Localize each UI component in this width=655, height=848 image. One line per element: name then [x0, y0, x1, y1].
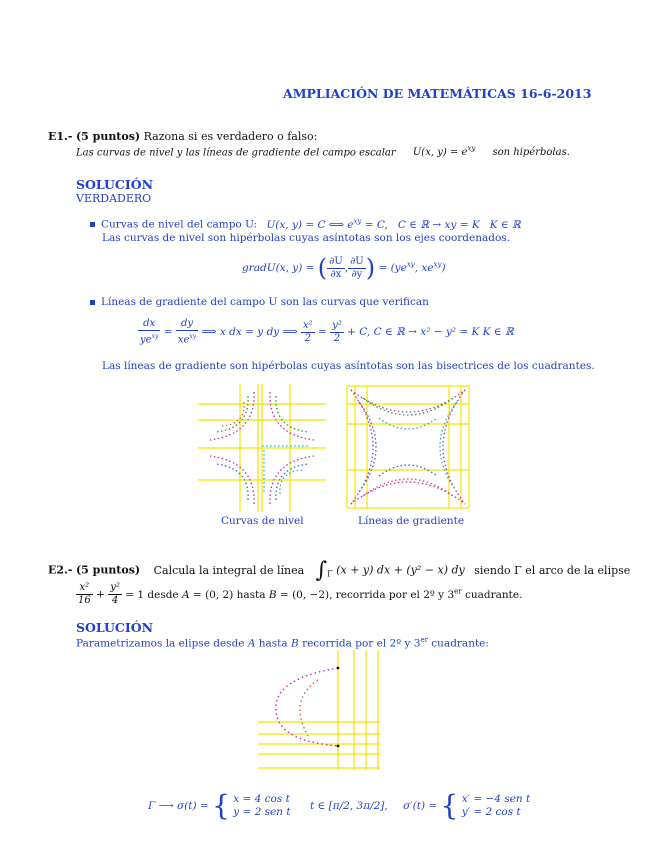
- e1-bullet1: [90, 217, 521, 231]
- e2-t-range: t ∈ [π/2, 3π/2],: [309, 800, 388, 812]
- e1-statement: Las curvas de nivel y las líneas de gradiente del campo escalar: [76, 147, 396, 159]
- caption-level-curves: Curvas de nivel: [221, 515, 304, 527]
- e2-y-eq: y = 2 sen t: [233, 806, 291, 818]
- e1-answer: VERDADERO: [76, 192, 152, 205]
- e1-bullet2: [90, 296, 429, 308]
- e1-ode: $\frac{dx}{ye^{xy}}$ = $\frac{dy}{xe^{xy}}$ ⟹ x dx = y dy ⟹ $\frac{\text{x²}}{2}$ = $\frac{\text{y²}}{2}$ + C, C ∈ ℝ → x² − y² = K K ∈ ℝ: [140, 318, 514, 346]
- e1-bullet1-text: Curvas de nivel del campo U:: [101, 218, 258, 231]
- e1-grad-formula: gradU(x, y) = ( $\frac{\partial U}{\partial x}$ , $\frac{\partial U}{\partial y}$ ) = ($ye^{xy}$, $xe^{xy}$): [242, 254, 446, 282]
- e2-dx-eq: x′ = −4 sen t: [461, 793, 531, 805]
- e1-solution-label: SOLUCIÓN: [76, 177, 154, 192]
- e2-solution-label: SOLUCIÓN: [76, 620, 154, 635]
- e1-label: E1.-: [48, 130, 73, 143]
- caption-gradient-lines: Líneas de gradiente: [358, 515, 465, 527]
- e1-statement-end: son hipérbolas.: [492, 147, 570, 159]
- e1-field: U(x, $y) = e^{xy}$: [412, 145, 476, 159]
- e1-bullet1-line2: Las curvas de nivel son hipérbolas cuyas asíntotas son los ejes coordenados.: [102, 232, 511, 244]
- e2-parametrization: Γ ⟶ σ(t) = { x = 4 cos t y = 2 sen t t ∈ [π/2, 3π/2], σ′(t) = { x′ = −4 sen t y′ = 2 cos t: [148, 789, 531, 822]
- e2-heading: E2.- (5 puntos) Calcula la integral de línea $\int_\Gamma$ (x + y) dx + (y² − x) dy siendo Γ el arco de la elipse: [48, 558, 631, 583]
- e1-bullet2-text: Líneas de gradiente del campo U son las curvas que verifican: [101, 296, 429, 308]
- level-curves-plot: [198, 384, 326, 512]
- e2-points: (5 puntos): [75, 563, 141, 577]
- e1-points: (5 puntos): [75, 130, 141, 143]
- gradient-lines-plot: [345, 384, 471, 510]
- e2-ellipse-line: $\frac{\text{x²}}{16}$ + $\frac{\text{y²}}{4}$ = 1 desde A = (0, 2) hasta B = (0, −2), recorrida por el 2º y 3er cuadrante.: [78, 582, 523, 606]
- e2-condition: siendo Γ el arco de la elipse: [474, 563, 631, 577]
- e2-label: E2.-: [48, 563, 73, 577]
- ellipse-arc-plot: [258, 650, 380, 772]
- e2-dy-eq: y′ = 2 cos t: [461, 806, 521, 818]
- e2-gamma: Γ ⟶ σ(t) =: [148, 800, 209, 812]
- bullet-icon: [90, 222, 95, 227]
- e1-prompt: Razona si es verdadero o falso:: [143, 130, 318, 143]
- e2-deriv: σ′(t) =: [403, 800, 438, 812]
- e1-ode-tail: + C, C ∈ ℝ → x² − y² = K K ∈ ℝ: [347, 326, 514, 339]
- e2-line2: = 1 desde A = (0, 2) hasta B = (0, −2), recorrida por el 2º y 3er cuadrante.: [125, 587, 523, 601]
- e1-grad-left: gradU(x, y) =: [242, 262, 315, 274]
- e1-grad-right: = ($ye^{xy}$, $xe^{xy}$): [378, 260, 446, 274]
- e1-bullet1-math: U(x, y) = C ⟺ $e^{xy} = C$, C ∈ ℝ → xy = K K ∈ ℝ: [266, 217, 521, 231]
- e2-prompt: Calcula la integral de línea: [153, 563, 305, 577]
- e1-statement-line: [76, 145, 570, 158]
- document-title: AMPLIACIÓN DE MATEMÁTICAS 16-6-2013: [283, 86, 592, 101]
- e1-ode-mid: ⟹ x dx = y dy ⟹: [201, 326, 298, 339]
- integral-sign: ∫: [315, 558, 328, 583]
- e2-integrand: (x + y) dx + (y² − x) dy: [336, 563, 465, 577]
- e2-x-eq: x = 4 cos t: [233, 793, 290, 805]
- e1-bullet2-line2: Las líneas de gradiente son hipérbolas cuyas asíntotas son las bisectrices de los cuadrantes.: [102, 360, 595, 372]
- e2-param-text: Parametrizamos la elipse desde A hasta B recorrida por el 2º y 3er cuadrante:: [76, 636, 489, 650]
- e1-heading: [48, 130, 317, 143]
- bullet-icon: [90, 300, 95, 305]
